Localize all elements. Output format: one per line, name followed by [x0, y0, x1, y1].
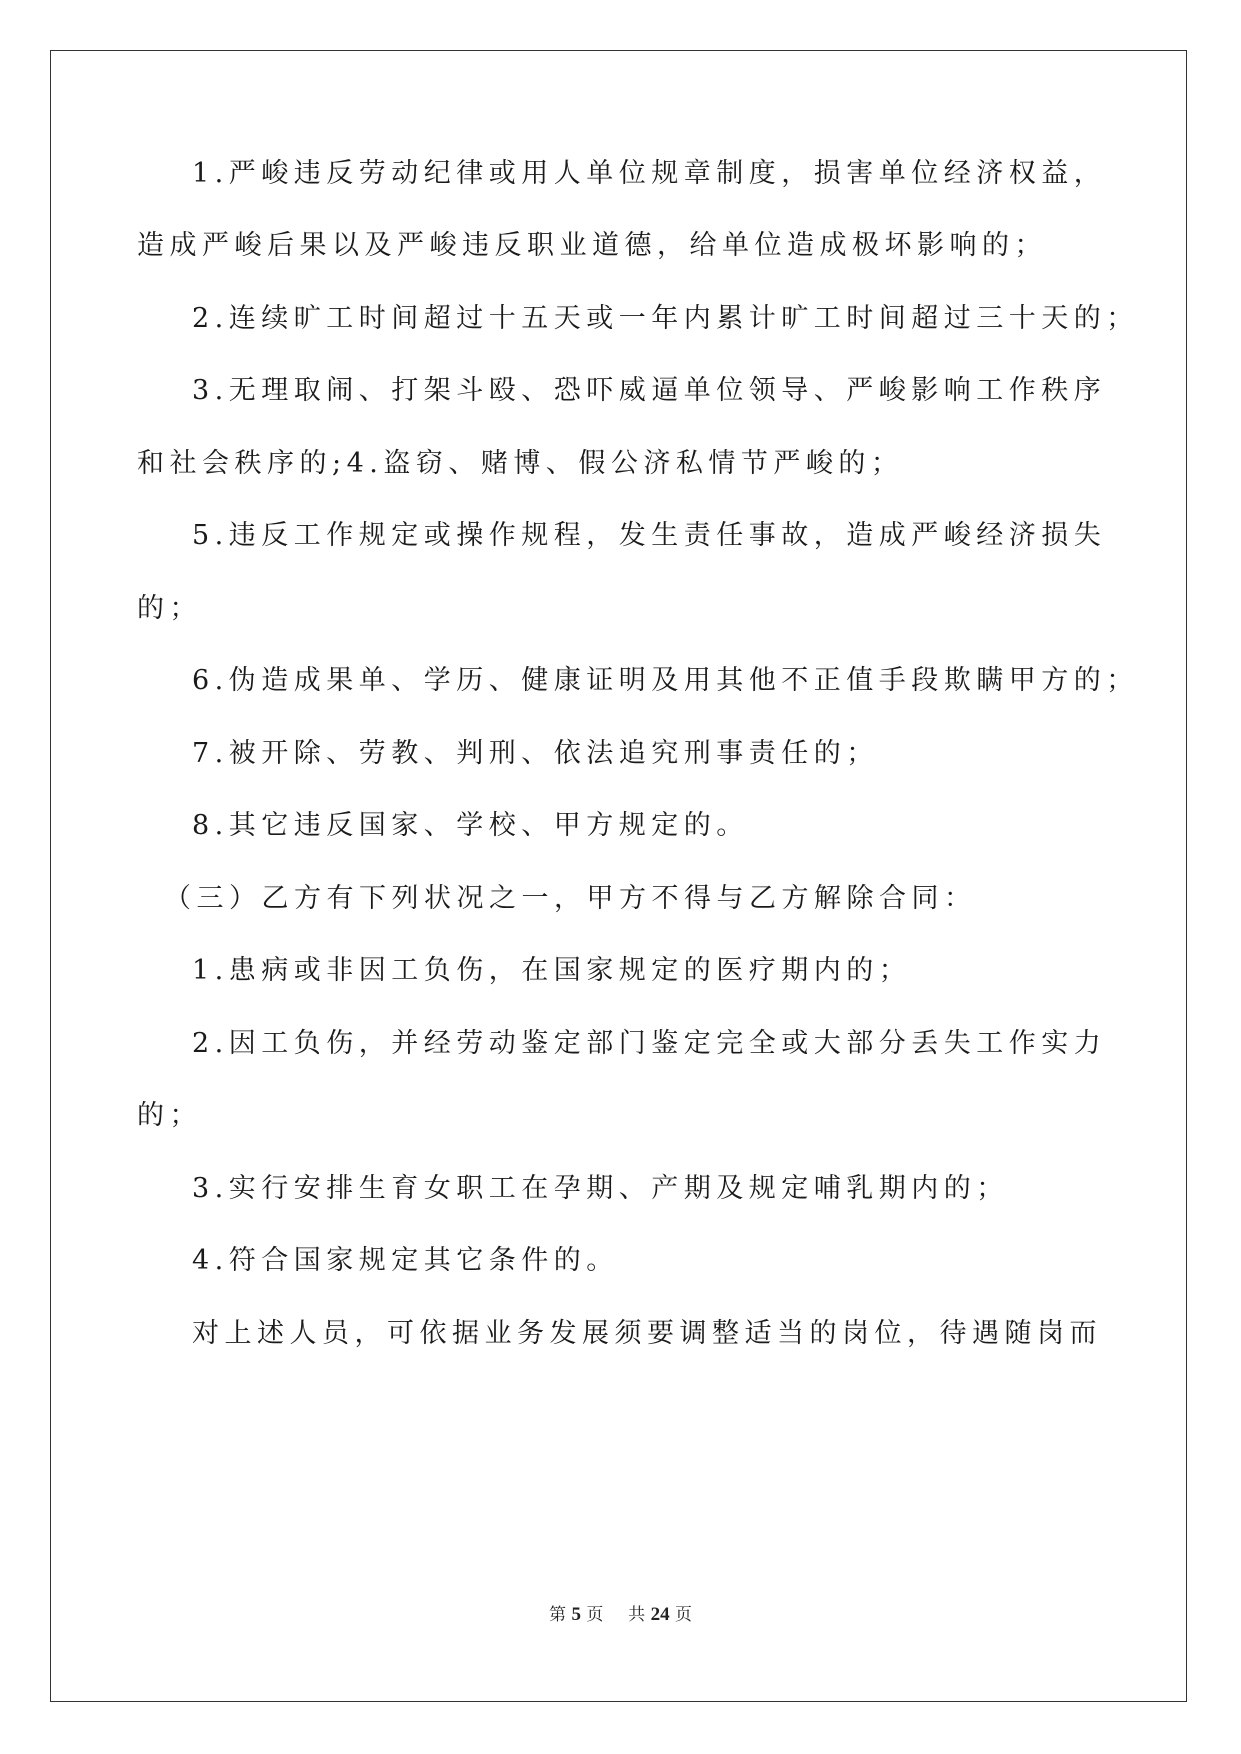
text-line: 2.因工负伤，并经劳动鉴定部门鉴定完全或大部分丢失工作实力 — [192, 1028, 1107, 1059]
text-line: 7.被开除、劳教、判刑、依法追究刑事责任的； — [192, 738, 879, 769]
text-line: 1.患病或非因工负伤，在国家规定的医疗期内的； — [192, 955, 912, 986]
text-line: 6.伪造成果单、学历、健康证明及用其他不正值手段欺瞒甲方的； — [192, 665, 1139, 696]
text-line: 1.严峻违反劳动纪律或用人单位规章制度，损害单位经济权益， — [192, 158, 1107, 189]
text-line: 的； — [137, 1100, 202, 1131]
footer-page-prefix: 第 — [549, 1605, 567, 1625]
text-line: 2.连续旷工时间超过十五天或一年内累计旷工时间超过三十天的； — [192, 303, 1139, 334]
page-footer — [0, 1600, 1241, 1626]
footer-page-current: 5 — [571, 1604, 581, 1625]
text-line: 3.无理取闹、打架斗殴、恐吓威逼单位领导、严峻影响工作秩序 — [192, 375, 1107, 406]
page-frame — [50, 50, 1187, 1702]
text-line: 3.实行安排生育女职工在孕期、产期及规定哺乳期内的； — [192, 1173, 1009, 1204]
footer-page-total: 24 — [650, 1604, 670, 1625]
footer-total-suffix: 页 — [674, 1605, 692, 1625]
section-heading: （三）乙方有下列状况之一，甲方不得与乙方解除合同： — [164, 883, 977, 914]
text-line: 对上述人员，可依据业务发展须要调整适当的岗位，待遇随岗而 — [192, 1318, 1102, 1349]
text-line: 5.违反工作规定或操作规程，发生责任事故，造成严峻经济损失 — [192, 520, 1107, 551]
text-line: 和社会秩序的;4.盗窃、赌博、假公济私情节严峻的； — [137, 448, 904, 479]
text-line: 造成严峻后果以及严峻违反职业道德，给单位造成极坏影响的； — [137, 230, 1047, 261]
text-line: 8.其它违反国家、学校、甲方规定的。 — [192, 810, 749, 841]
text-line: 的； — [137, 593, 202, 624]
footer-total-prefix: 共 — [628, 1605, 646, 1625]
text-line: 4.符合国家规定其它条件的。 — [192, 1245, 619, 1276]
footer-page-label: 页 — [586, 1605, 604, 1625]
